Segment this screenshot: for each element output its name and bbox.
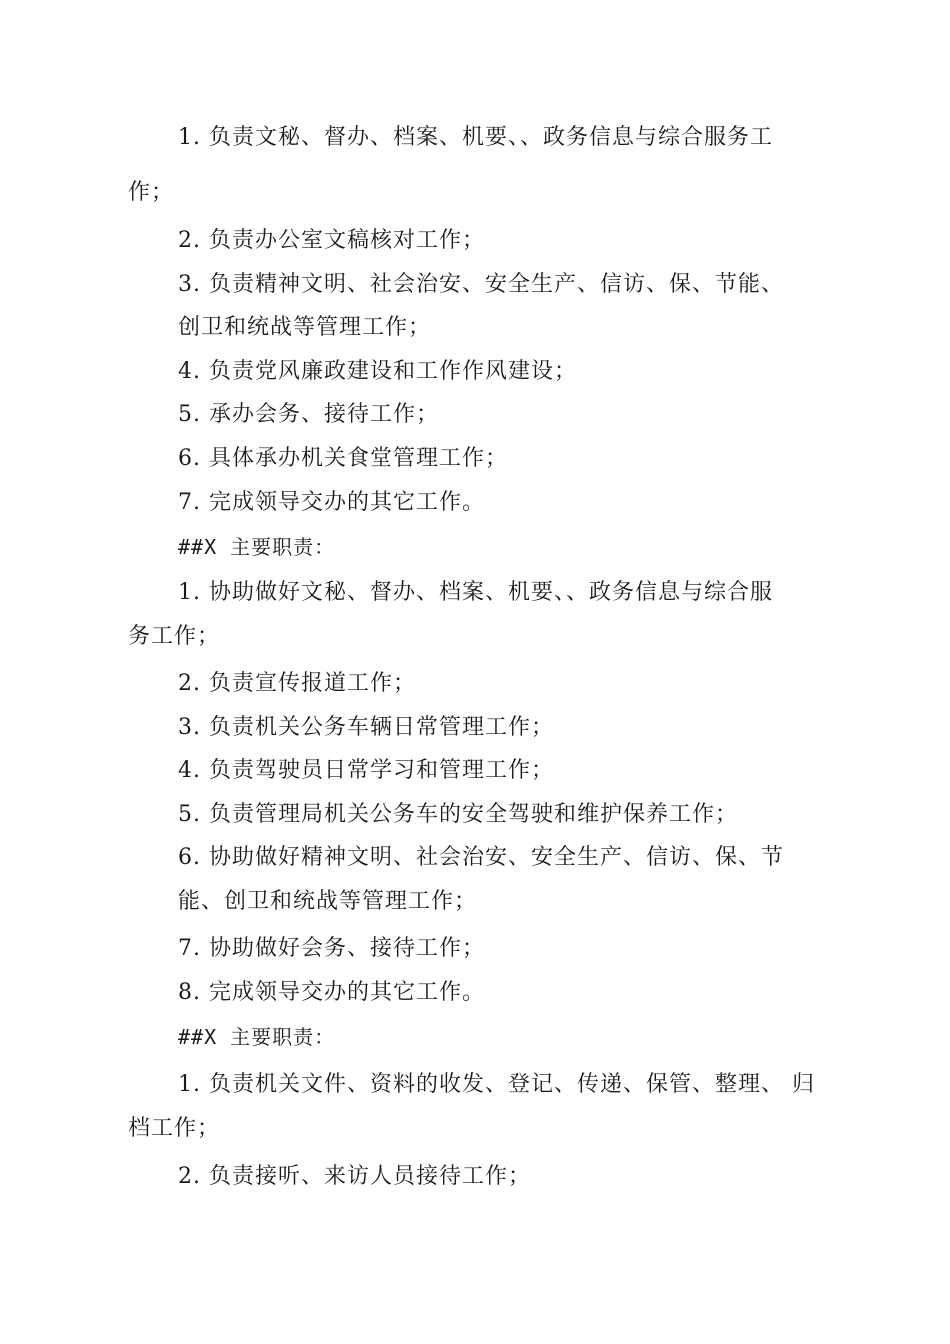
duty-line: 6. 具体承办机关食堂管理工作； (178, 446, 508, 471)
duty-line: 创卫和统战等管理工作； (178, 315, 432, 340)
section-heading: ##X 主要职责： (178, 1025, 336, 1049)
duty-line: 1. 负责文秘、督办、档案、机要、、政务信息与综合服务工 (178, 125, 773, 150)
duty-line: 3. 负责机关公务车辆日常管理工作； (178, 715, 554, 740)
duty-line: 作； (128, 180, 175, 205)
duty-line: 8. 完成领导交办的其它工作。 (178, 980, 485, 1005)
duty-line: 2. 负责宣传报道工作； (178, 671, 416, 696)
duty-line: 4. 负责驾驶员日常学习和管理工作； (178, 758, 554, 783)
duty-line: 3. 负责精神文明、社会治安、安全生产、信访、保、节能、 (178, 272, 784, 297)
duty-line: 1. 负责机关文件、资料的收发、登记、传递、保管、整理、 归 (178, 1072, 815, 1097)
duty-line: 务工作； (128, 624, 221, 649)
duty-line: 6. 协助做好精神文明、社会治安、安全生产、信访、保、节 (178, 845, 784, 870)
duty-line: 7. 协助做好会务、接待工作； (178, 936, 485, 961)
section-heading: ##X 主要职责： (178, 535, 336, 559)
duty-line: 能、创卫和统战等管理工作； (178, 889, 478, 914)
duty-line: 2. 负责办公室文稿核对工作； (178, 228, 485, 253)
duty-line: 1. 协助做好文秘、督办、档案、机要、、政务信息与综合服 (178, 580, 773, 605)
duty-line: 4. 负责党风廉政建设和工作作风建设； (178, 359, 577, 384)
duty-line: 7. 完成领导交办的其它工作。 (178, 490, 485, 515)
duty-line: 5. 承办会务、接待工作； (178, 402, 439, 427)
duty-line: 档工作； (128, 1116, 221, 1141)
duty-line: 5. 负责管理局机关公务车的安全驾驶和维护保养工作； (178, 802, 738, 827)
duty-line: 2. 负责接听、来访人员接待工作； (178, 1164, 531, 1189)
